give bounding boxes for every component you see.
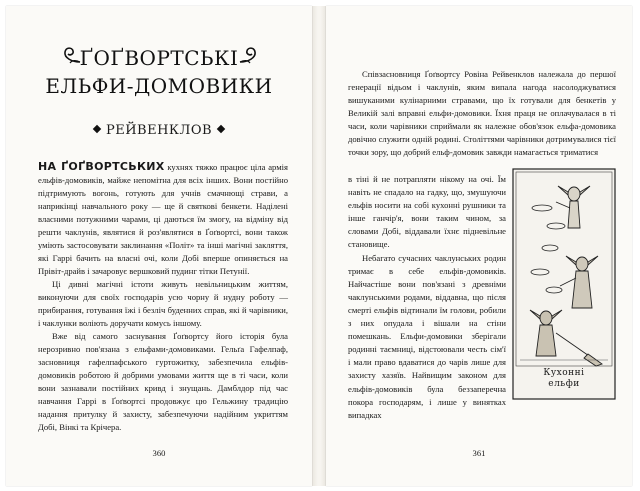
- diamond-bullet-icon: [217, 125, 225, 133]
- chapter-title-line-1: ҐОҐВОРТСЬКІ: [79, 46, 239, 70]
- right-body-text-top: [348, 68, 616, 159]
- paragraph-text: кухнях тяжко працює ціла армія ельфів-домовиків, майже непомітна для всіх інших. Вони постійно підтримують вогонь, готують для учнів смачнющі страви, а наприкінці навчального року — ще й святкові бенкети. Наділені власними потужними чарами, ці даються їм змогу, на відміну від решти чаклунів, являтися й роз'являтися в Ґоґвортсі, вони також уміють застосовувати заклинання «Політ» та інші магічні закляття, які Гаррі бачить на власні очі, коли Добі вперше опиняється на Прівіт-драйв і зачаровує вершковий пудинг тітки Петунії.: [38, 162, 289, 276]
- book-gutter: [312, 6, 326, 486]
- subheading-text: РЕЙВЕНКЛОВ: [105, 123, 213, 138]
- chapter-title: [6, 40, 312, 100]
- lead-in-caps: НА ҐОҐВОРТСЬКИХ: [38, 160, 165, 173]
- right-page: [326, 6, 632, 486]
- left-body-text: [38, 160, 288, 434]
- paragraph: Небагато сучасних чаклунських родин тримає в себе ельфів-домовиків. Найчастіше вони пов'язані з древніми чаклунськими родами, віддавна, що після смерті ельфів відтинали їм голови, робили з них опудала і вішали на стіни помешкань. Ельфи-домовики зберігали родинні таємниці, відстоювали честь сім'ї і мали право вдаватися до чарів лише для захисту хазяїв. Найвищим законом для ельфів-домовиків була беззаперечна покора господарям, і лише у винятках випадках: [348, 252, 506, 420]
- page-number: 360: [152, 448, 166, 458]
- section-subheading: [6, 123, 312, 138]
- flourish-ornament-icon: [238, 44, 260, 66]
- diamond-bullet-icon: [93, 125, 101, 133]
- caption-line-2: ельфи: [548, 379, 580, 389]
- left-page: [6, 6, 312, 486]
- right-body-text-column: [348, 173, 506, 422]
- kitchen-elves-illustration: [512, 168, 616, 400]
- paragraph: в тіні й не потрапляти нікому на очі. Їм навіть не спадало на гадку, що, змушуючи ельфів носити на собі кухонні рушники та інше ганчір'я, вони таким чином, за словами Добі, віддавали їхнє підневільне становище.: [348, 174, 506, 250]
- chapter-title-line-2: ЕЛЬФИ-ДОМОВИКИ: [45, 74, 273, 98]
- paragraph: Вже від самого заснування Ґоґвортсу його історія була нерозривно пов'язана з ельфами-домовиками. Гельґа Гафелпаф, засновниця гафелпафського гуртожитку, забезпечила ельфів-домовиків роботою й добрими умовами життя ще в ті часи, коли вони зазнавали постійних кривд і знущань. Дамблдор під час навчання Гаррі в Ґоґвортсі продовжує цю Гельжину традицію надання притулку й захисту, забезпечуючи надійним укриттям Добі, Вінкі та Крічера.: [38, 331, 288, 432]
- paragraph: Ці дивні магічні істоти живуть невільницьким життям, виконуючи для своїх господарів усю чорну й нудну роботу — прибирання, готування їжі і безліч буденних справ, які й чарівники, і чаклунки воліють доручати комусь іншому.: [38, 279, 288, 328]
- paragraph: [38, 160, 288, 278]
- caption-line-1: Кухонні: [543, 368, 585, 378]
- paragraph: Співзасновниця Ґоґвортсу Ровіна Рейвенклов належала до першої генерації відьом і чаклунів, яким випала нагода насолоджуватися вишуканими кулінарними стравами, що їх готували для бенкетів у Великій залі вправні ельфи-домовики. Їхня праця не оплачувалася в ті часи, коли чарівники сприймали як належне обов'язок ельфа-домовика довічно служити одній родині. Століттями чарівники дотримувалися тієї точки зору, що добрий ельф-домовик завжди намагається триматися: [348, 69, 616, 157]
- page-number: 361: [472, 448, 486, 458]
- illustration-caption: [512, 368, 616, 390]
